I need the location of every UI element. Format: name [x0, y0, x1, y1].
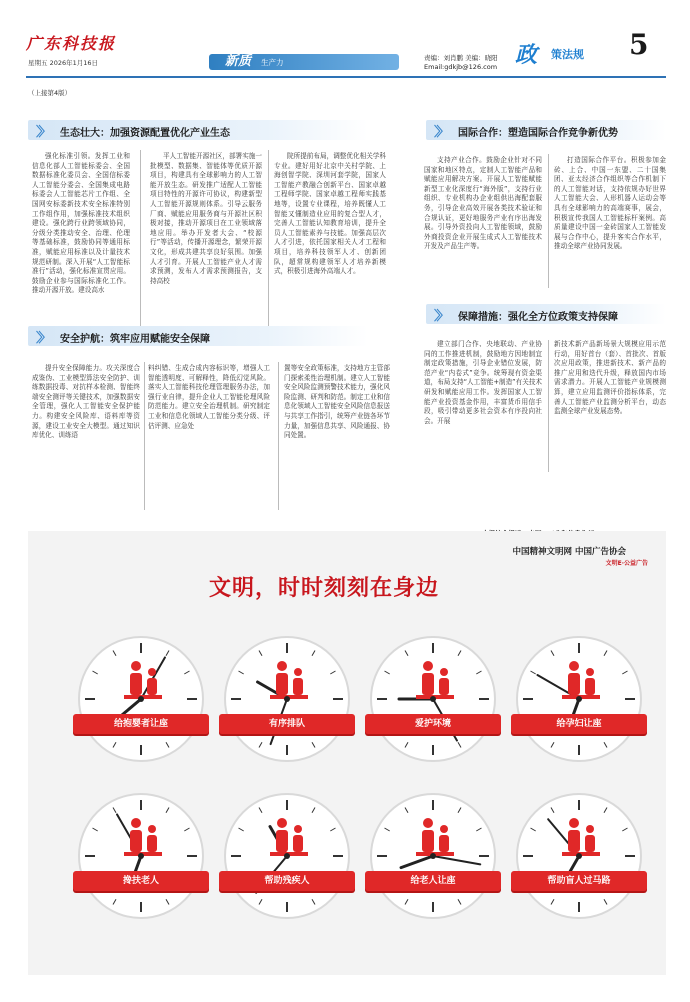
- clock-tick: [259, 742, 262, 747]
- clock-tick: [531, 671, 536, 674]
- clock-label: 有序排队: [219, 714, 355, 734]
- clock-drawing: [370, 636, 496, 762]
- clock-5: [78, 793, 204, 919]
- chevron-icon: 〉〉: [36, 125, 48, 140]
- clock-label: 爱护环境: [365, 714, 501, 734]
- clock-tick: [312, 651, 315, 656]
- clock-drawing: [516, 636, 642, 762]
- paragraph: 提升安全保障能力。攻关深度合成鉴伪、工业模型算法安全防护、训练数据投毒、对抗样本检测、智能终端安全测评等关键技术，加强数据安全管理，强化人工智能安全保护能力。构建安全风险库、语料库等资源，建设工业安全大模型。通过知识库优化、训练语: [32, 364, 140, 440]
- clock-label: 帮助盲人过马路: [511, 871, 647, 891]
- clock-7: [370, 793, 496, 919]
- clock-tick: [312, 899, 315, 904]
- clock-tick: [405, 899, 408, 904]
- clock-tick: [184, 828, 189, 831]
- paragraph: 强化标准引领。发挥工业和信息化部人工智能标委会、全国数据标准化委员会、全国信标委人工智能分委会、全国集成电路标委会人工智能芯片工作组、全国网安标委新技术安全标准特别工作组作用，加强标准技术组织建设。强化跨行业跨领域协同，分级分类推动安全、治理、伦理等基础标准，鼓励协同等通用标准，赋能应用标准以及计量技术规范研制。深入开展“人工智能标准行”活动，强化标准宣贯应用。鼓励企业参与国际标准化工作。推动开源开放。建设高水: [32, 152, 130, 295]
- clock-tick: [385, 828, 390, 831]
- clock-pin: [138, 696, 144, 702]
- continued-note: （上接第4版）: [28, 89, 72, 97]
- section-title: 生态壮大：加强资源配置优化产业生态: [60, 128, 230, 139]
- clock-tick: [259, 808, 262, 813]
- clock-tick: [622, 828, 627, 831]
- clock-tick: [93, 671, 98, 674]
- section-script: 新质: [225, 54, 252, 69]
- holding-baby-icon: [124, 661, 162, 699]
- paragraph: 院所提前布局，调整优化相关学科专业。建好用好北京中关村学院、上海创智学院、深圳河套学院，国家人工智能产教融合创新平台、国家卓越工程师学院、国家卓越工程师实践基地等，设置专业课程，培养既懂人工智能又懂制造业应用的复合型人才，完善人工智能认知教育培训，提升全员人工智能素养与技能。加强高层次人才引进，依托国家相关人才工程和项目，培养科技领军人才、创新团队，超常规构建领军人才培养新模式，积极引进海外高端人才。: [274, 152, 386, 276]
- column-divider: [278, 362, 279, 510]
- editor-names: 责编：刘肖鹏 美编：晓阳: [424, 54, 498, 62]
- clock-tick: [551, 808, 554, 813]
- clock-drawing: [516, 793, 642, 919]
- section-header-international: [426, 120, 666, 140]
- page-number: 5: [629, 28, 649, 61]
- section-header-safeguards: [426, 304, 666, 324]
- column-divider: [548, 340, 549, 472]
- clock-tick: [405, 651, 408, 656]
- chevron-icon: 〉〉: [434, 309, 446, 324]
- clock-minute-hand: [433, 856, 480, 864]
- clock-tick: [113, 742, 116, 747]
- clock-tick: [166, 808, 169, 813]
- column-divider: [144, 362, 145, 510]
- clock-label: 给老人让座: [365, 871, 501, 891]
- article-column: [554, 156, 666, 290]
- header-rule: [26, 76, 666, 78]
- clock-pin: [576, 853, 582, 859]
- clock-tick: [458, 651, 461, 656]
- clock-tick: [551, 742, 554, 747]
- page-header: [0, 0, 690, 78]
- clock-label: 给抱婴者让座: [73, 714, 209, 734]
- clock-label: 给孕妇让座: [511, 714, 647, 734]
- clock-drawing: [224, 636, 350, 762]
- chevron-icon: 〉〉: [434, 125, 446, 140]
- section-header-security: [28, 326, 368, 346]
- clock-tick: [604, 899, 607, 904]
- section-title: 国际合作：塑造国际合作竞争新优势: [458, 128, 618, 139]
- clock-drawing: [78, 636, 204, 762]
- public-service-ad: [28, 531, 666, 975]
- clock-3: [370, 636, 496, 762]
- clock-tick: [405, 808, 408, 813]
- elderly-seat-icon: [416, 818, 454, 856]
- clock-tick: [604, 742, 607, 747]
- article-column: [274, 152, 386, 338]
- clock-label: 搀扶老人: [73, 871, 209, 891]
- clock-tick: [113, 808, 116, 813]
- paragraph: 支持产业合作。鼓励企业针对不同国家和地区特点，定制人工智能产品和赋能应用解决方案。开展人工智能赋能新型工业化深度行“海外版”，支持行业组织、专业机构办企业组供出海配套服务，引导企业高效开展各类技术验证和合规认证，更好地服务产业有序出海发展。引导外资投向人工智能领域，鼓励外商投资企业开展生成式人工智能技术开发及产品生产等。: [424, 156, 542, 251]
- clock-hour-hand: [401, 856, 433, 868]
- clock-pin: [576, 696, 582, 702]
- clock-tick: [239, 671, 244, 674]
- ad-organizations: 中国精神文明网 中国广告协会: [512, 547, 626, 557]
- issue-date: 星期五 2026年1月16日: [28, 59, 99, 67]
- clock-tick: [166, 651, 169, 656]
- article-column: [424, 340, 542, 512]
- clock-tick: [312, 742, 315, 747]
- blind-crossing-icon: [562, 818, 600, 856]
- clock-tick: [113, 899, 116, 904]
- policy-script: 政: [515, 42, 538, 68]
- clock-tick: [184, 671, 189, 674]
- newspaper-logo: 广东科技报: [26, 34, 117, 53]
- article-column: [32, 152, 130, 338]
- clock-drawing: [224, 793, 350, 919]
- clock-tick: [622, 671, 627, 674]
- section-banner: [209, 54, 399, 70]
- clock-6: [224, 793, 350, 919]
- paragraph: 建立部门合作、央地联动、产业协同的工作推进机制，鼓励地方因地制宜制定政策措施，引导企业错位发展，防范产业“内卷式”竞争。统筹现有资金渠道，布局支持“人工智能+制造”有关技术研发和赋能应用工作。发挥国家人工智能产业投资基金作用，丰富货币用信手段，吸引带动更多社会资本有序投向社会。开展: [424, 340, 542, 425]
- article-column: [32, 364, 140, 512]
- clock-tick: [330, 828, 335, 831]
- clock-4: [516, 636, 642, 762]
- clock-pin: [284, 853, 290, 859]
- clock-8: [516, 793, 642, 919]
- clock-label: 帮助残疾人: [219, 871, 355, 891]
- ad-slogan: 文明，时时刻刻在身边: [209, 576, 440, 601]
- clock-tick: [458, 808, 461, 813]
- section-header-ecosystem: [28, 120, 368, 140]
- article-column: [284, 364, 390, 512]
- clock-tick: [166, 899, 169, 904]
- policy-banner: [515, 38, 625, 70]
- clock-tick: [476, 828, 481, 831]
- clock-tick: [330, 671, 335, 674]
- chevron-icon: 〉〉: [36, 331, 48, 346]
- clock-tick: [476, 671, 481, 674]
- column-divider: [268, 150, 269, 336]
- clock-2: [224, 636, 350, 762]
- clock-drawing: [370, 793, 496, 919]
- section-label: 生产力: [261, 58, 284, 67]
- clock-pin: [430, 853, 436, 859]
- paragraph: 料纠错、生成合成内容标识等，增强人工智能透明度、可解释性，降低幻觉风险。落实人工智能科技伦理管理服务办法，加强行业自律，提升企业人工智能伦理风险防范能力。建立安全治理机制。研究制定工业和信息化领域人工智能分类分级、评估评测、应急处: [148, 364, 270, 430]
- paragraph: 打造国际合作平台。积极参加金砖、上合、中国一东盟、二十国集团、亚太经济合作组织等合作机制下的人工智能对话，支持依规办好世界人工智能大会、人形机器人运动会等具有全球影响力的高端赛事，展会，积极宣传我国人工智能标杆案例。高质量建设中国一金砖国家人工智能发展与合作中心，提升客实合作水平，推动全球产业协同发展。: [554, 156, 666, 251]
- article-column: [150, 152, 262, 338]
- clock-pin: [430, 696, 436, 702]
- clock-tick: [259, 899, 262, 904]
- clock-1: [78, 636, 204, 762]
- clock-tick: [551, 899, 554, 904]
- clock-tick: [405, 742, 408, 747]
- paragraph: 置等安全政策标准，支持地方主管部门探索柔性治理机制。建立人工智能安全风险监测预警技术能力，强化风险监测、研判和防范。制定工业和信息化领域人工智能安全风险信息报送与共享工作指引，统筹产业链各环节力量，加强信息共享、风险通报、协同处置。: [284, 364, 390, 440]
- clock-pin: [138, 853, 144, 859]
- section-title: 安全护航：筑牢应用赋能安全保障: [60, 334, 210, 345]
- paragraph: 新技术新产品新场景大规模应用示范行动，用好首台（套）、首批次、首版次应用政策，推进新技术、新产品的推广应用和迭代升级，释放国内市场需求潜力。开展人工智能产业规模测算，建立应用监测评价指标体系，完善人工智能产业监测分析平台，动态监测全球产业发展态势。: [554, 340, 666, 416]
- clock-tick: [93, 828, 98, 831]
- clock-tick: [458, 899, 461, 904]
- ad-logo: 文明E·公益广告: [605, 560, 648, 567]
- clock-tick: [113, 651, 116, 656]
- clock-pin: [284, 696, 290, 702]
- clock-tick: [166, 742, 169, 747]
- clock-drawing: [78, 793, 204, 919]
- clock-tick: [458, 742, 461, 747]
- clock-tick: [239, 828, 244, 831]
- column-divider: [548, 154, 549, 288]
- clock-tick: [551, 651, 554, 656]
- environment-icon: [416, 661, 454, 699]
- clock-tick: [604, 808, 607, 813]
- paragraph: 平人工智能开源社区，部署实施一批模型、数据集、智能体等优质开源项目，构建具有全球影响力的人工智能开放生态。研发推广适配人工智能项目特性的开源许可协议，构建新型人工智能开源规则体系。引导云服务厂商、赋能应用服务商与开源社区积极对接，推动开源项目在工业领域落地应用。举办开发者大会、“校源行”等活动，传播开源理念，繁荣开源文化，形成共建共享良好氛围。加强人才引育。开展人工智能产业人才需求预测，发布人才需求预测报告，支持高校: [150, 152, 262, 285]
- article-column: [424, 156, 542, 290]
- column-divider: [140, 150, 141, 336]
- clock-tick: [312, 808, 315, 813]
- article-column: [554, 340, 666, 512]
- section-title: 保障措施：强化全方位政策支持保障: [458, 312, 618, 323]
- clock-tick: [531, 828, 536, 831]
- editor-info: [424, 54, 498, 72]
- clock-tick: [604, 651, 607, 656]
- editor-email: Email:gdkjb@126.com: [424, 63, 498, 71]
- policy-label: 策法规: [551, 48, 584, 61]
- clock-tick: [259, 651, 262, 656]
- clock-tick: [385, 671, 390, 674]
- article-column: [148, 364, 270, 512]
